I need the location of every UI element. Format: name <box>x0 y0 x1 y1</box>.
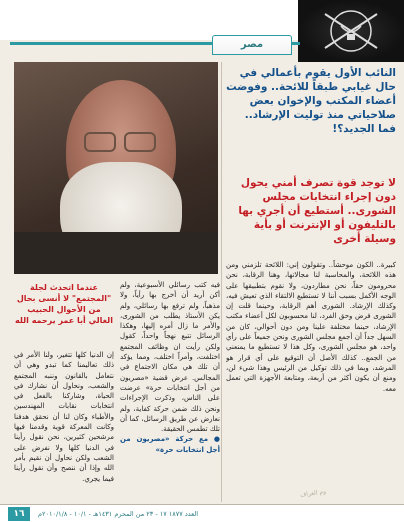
issue-info: العدد ١٨٧٧ ١٧ - ٢٣ من المحرم ١٤٣١هـ - ١٠/١ - ٢٠١٠/١/٨م <box>38 510 199 518</box>
column-rule <box>221 62 222 502</box>
headline: النائب الأول يقوم بأعمالي في حال غيابي طبقاً للائحة.. وفوضت أعضاء المكتب والإخوان بعض صلاحياتي منذ توليت الإرشاد.. فما الجديد؟! <box>226 67 396 135</box>
article-column-middle <box>120 280 220 500</box>
article-paragraph-middle: فيه كتب رسائلي الأسبوعية، ولم أكن أريد أن أخرج بها رأياً، ولا مذهباً، ولم ترفع بها رسائلي، ولم يكن الأستاذ يطلب من الشورى، والأمر ما زال أمره إليها، وهكذا الرسائل تتبع نهجاً واحداً، كقول ولكن رأيت ان وظائف المجتمع اختلفت، وأمراً اختلف، ومما يؤكد أن تلك هي مكان الاجتماع في المجالس. عرض قضية «مصريون من أجل انتخابات حرة» عرضت على الناس، وذكرت الإجراءات ونحن ذلك ضمن حركة كفاية، ولم نعارض عن طريق الرسائل، كما أن تلك تطمس الحقيقة. <box>120 281 220 434</box>
pull-quote: عندما اتحدث لجلة "المجتمع" لا أنسى بحال من الأحوال الحبيب الغالي أبا عمر يرحمه الله <box>15 283 113 325</box>
photo-glasses-right <box>124 132 156 152</box>
article-paragraph-right: كبيرة.. الكون موحشاً.. وتقولون إني: اللائحة تلزمني ومن هذه اللائحة، والمحاسبة لنا مجالاتها، وهنا الرقابة، نحن محرومون حقاً، نحن مطاردون، ولا نقوم بتطبيقها على الوجه الأكمل بسبب أننا لا تستطيع الالتقاء الذي تعيش فيه، وكذلك الإرشاد. الشورى أهم الرقابة، وحينما قلت إن الشورى فرض وحق الفرد، لنا محسوبون لكل أعضاء مكتب الإرشاد، حينما مختلفة علينا ومن دون أحوالي، كان من السهل جداً أن أجمع مجلس الشورى ونحن جميعاً على رأي واحد، هو مجلس الشورى، وكل هذا لا تستطيع ما يمنعني من الجمع.. كذلك الأصل أن التوقيع على أي قرار هو المرشد، وبما في ذلك توكيل من الرئيس وهذا شيء لن، ومنع أن يكون أكثر من أربعة، ومتابعة الأجهزة التي تعمل معه. <box>226 261 396 393</box>
photo-glasses-left <box>84 132 116 152</box>
portrait-photo <box>14 62 218 274</box>
subheadline: لا توجد قوة تصرف أمني يحول دون إجراء انتخابات مجلس الشورى.. أستطيع أن أجري بها بالتليفون أو الإنترنت أو بأية وسيلة أخرى <box>238 177 396 245</box>
photo-suit <box>14 232 218 274</box>
middle-subheading: ● مع حركة «مصريون من أجل انتخابات حرة» <box>120 435 220 454</box>
article-column-left <box>14 350 114 500</box>
page-footer <box>0 504 404 522</box>
brotherhood-emblem-logo <box>298 0 404 62</box>
section-tab: مصر <box>212 35 292 55</box>
watermark: وم الغراف <box>299 488 327 499</box>
page-number: ١٦ <box>8 507 30 521</box>
swords-emblem-icon <box>303 4 399 58</box>
article-paragraph-left: إن الدنيا كلها تتغير، ولنا الأمر في ذلك تعاليمنا كما تبدو وهي أن نتعامل بالقانون وننبه المجتمع والشعب، ونحاول أن نشارك في الحياة، وشاركنا بالفعل في انتخابات نقابات المهندسين والأطباء وكان لنا أن نحقق هدفنا وكانت المعركة قوية وقدمنا فيها مرشحين كثيرين، نحن نقول رأينا في الدنيا كلها ولا نفرض على الشعب ولكن نحاول أن نقيم بأمر الله وإذا أن ننصح وأن نقول رأينا فيما يجري. <box>14 351 114 483</box>
article-column-right <box>226 260 396 500</box>
